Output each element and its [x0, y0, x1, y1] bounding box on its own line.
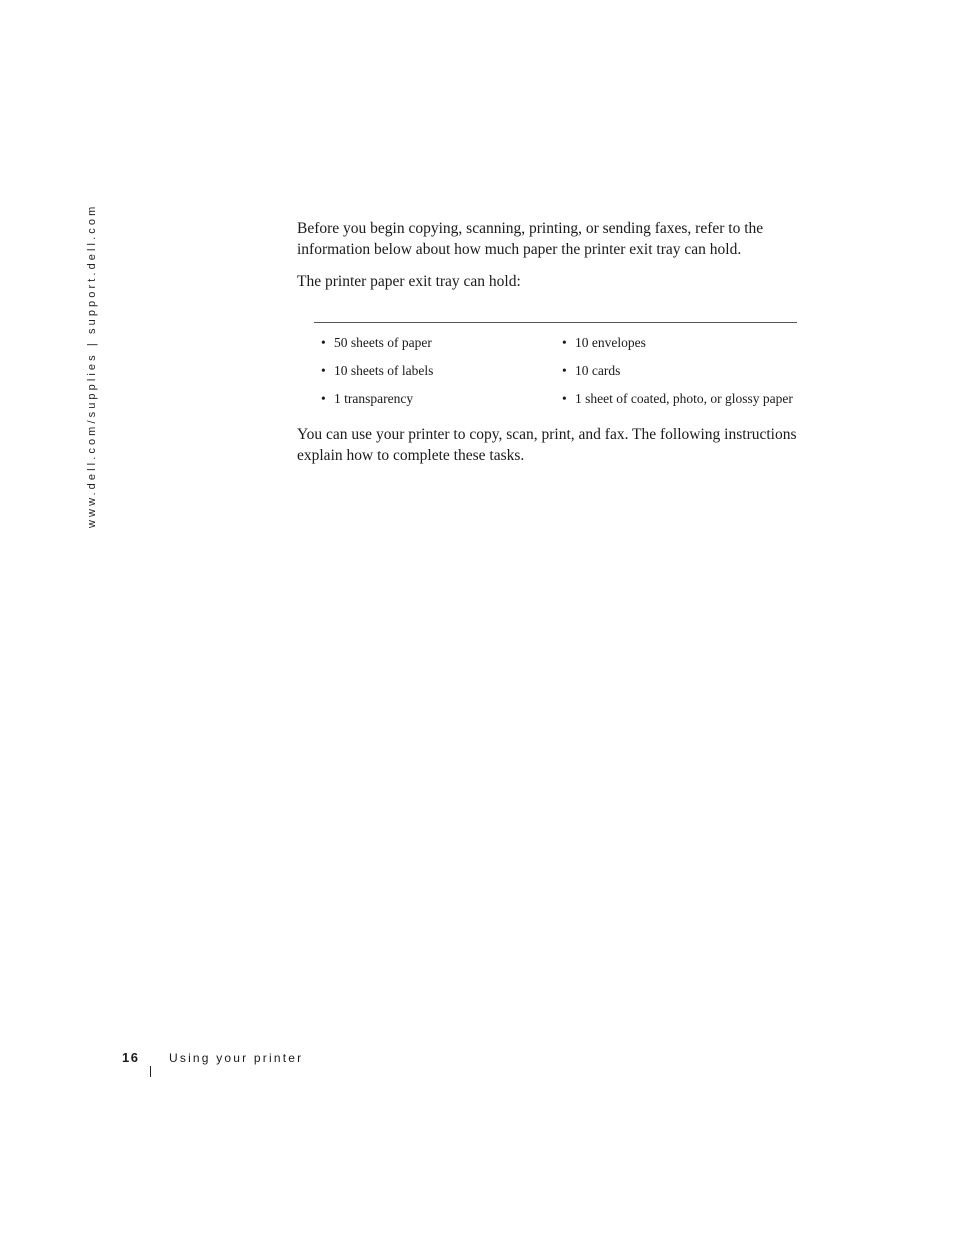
list-item — [314, 362, 555, 379]
bullet-icon: • — [321, 335, 326, 350]
bullet-icon: • — [321, 363, 326, 378]
list-item-text: 10 envelopes — [575, 335, 646, 350]
footer-section-title: Using your printer — [169, 1051, 304, 1065]
intro-paragraph: Before you begin copying, scanning, printing, or sending faxes, refer to the information below about how much paper the printer exit tray can hold. — [297, 220, 764, 258]
list-item — [314, 334, 555, 351]
list-item-text: 10 sheets of labels — [334, 363, 434, 378]
table-row — [314, 390, 797, 407]
tray-intro-paragraph: The printer paper exit tray can hold: — [297, 273, 521, 290]
list-item — [555, 334, 797, 351]
list-item-text: 1 sheet of coated, photo, or glossy paper — [575, 391, 793, 406]
list-item — [555, 390, 797, 407]
list-item-text: 1 transparency — [334, 391, 414, 406]
footer-divider — [150, 1066, 151, 1077]
list-item — [555, 362, 797, 379]
bullet-icon: • — [321, 391, 326, 406]
table-row — [314, 362, 797, 379]
bullet-icon: • — [562, 391, 567, 406]
table-row — [314, 334, 797, 351]
bullet-icon: • — [562, 363, 567, 378]
bullet-icon: • — [562, 335, 567, 350]
list-item-text: 50 sheets of paper — [334, 335, 432, 350]
list-item — [314, 390, 555, 407]
closing-paragraph: You can use your printer to copy, scan, print, and fax. The following instructions explain how to complete these tasks. — [297, 426, 797, 464]
list-item-text: 10 cards — [575, 363, 621, 378]
page-number: 16 — [122, 1050, 140, 1065]
tray-capacity-table — [314, 322, 797, 407]
side-url-text: www.dell.com/supplies | support.dell.com — [86, 203, 98, 528]
